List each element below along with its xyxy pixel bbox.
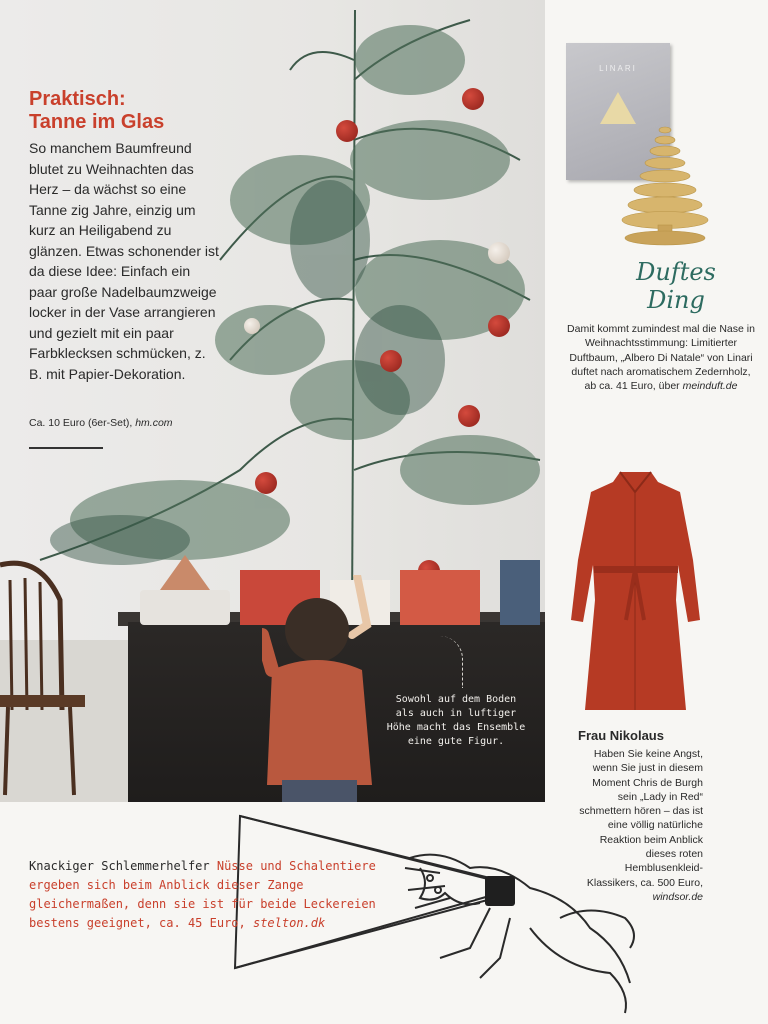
tanne-shop-link[interactable]: hm.com: [135, 417, 173, 429]
photo-caption: Sowohl auf dem Boden als auch in luftiger Höhe macht das Ensemble eine gute Figur.: [386, 694, 526, 747]
red-paper-ornament: [380, 350, 402, 372]
section-divider: [29, 447, 103, 449]
duftes-headline-line1: Duftes: [636, 258, 716, 286]
tanne-headline-line2: Tanne im Glas: [29, 111, 165, 133]
red-paper-ornament: [488, 315, 510, 337]
duftes-body: Damit kommt zumindest mal die Nase in Weihnachtsstimmung: Limitierter Duftbaum, „Albero Di Natale“ von Linari duftet nach aromatischem Zedernholz, ab ca. 41 Euro, über: [567, 323, 755, 393]
tanne-headline-line1: Praktisch:: [29, 88, 126, 110]
duftes-shop-link[interactable]: meinduft.de: [682, 380, 738, 393]
knack-text: [29, 857, 379, 933]
wooden-scent-tree: [618, 120, 713, 250]
red-shirt-dress: [568, 470, 703, 715]
tanne-headline: [29, 88, 164, 134]
knack-body: Nüsse und Schalentiere ergeben sich beim Anblick dieser Zange gleichermaßen, denn sie ist für beide Leckereien bestens geeignet, ca. 45 Euro,: [29, 859, 376, 930]
knack-shop-link[interactable]: stelton.dk: [252, 916, 326, 930]
duftes-headline-line2: Ding: [647, 286, 705, 314]
white-paper-ornament: [488, 242, 510, 264]
white-paper-ornament: [244, 318, 260, 334]
red-paper-ornament: [255, 472, 277, 494]
red-paper-ornament: [462, 88, 484, 110]
red-paper-ornament: [458, 405, 480, 427]
frau-body: Haben Sie keine Angst, wenn Sie just in diesem Moment Chris de Burgh sein „Lady in Red“ schmettern hören – das ist eine völlig natürliche Reaktion beim Anblick dieses roten Hemblusenkleid-Klassikers, ca. 500 Euro,: [579, 748, 703, 889]
box-brand-label: LINARI: [599, 64, 637, 73]
duftes-body-text: [566, 322, 756, 393]
red-paper-ornament: [336, 120, 358, 142]
frau-shop-link[interactable]: windsor.de: [652, 890, 703, 903]
duftes-headline: [596, 258, 756, 314]
frau-headline: Frau Nikolaus: [578, 728, 664, 743]
tanne-body-text: So manchem Baumfreund blutet zu Weihnachten das Herz – da wächst so eine Tanne zig Jahre, einzig um kurz an Heiligabend zu glänzen. Etwas schonender ist da diese Idee: Einfach ein paar große Nadelbaumzweige locker in der Vase arrangieren und gezielt mit ein paar Farbklecksen schmücken, z. B. mit Papier-Dekoration.: [29, 140, 219, 382]
child-reaching: [262, 575, 382, 802]
tanne-price-text: Ca. 10 Euro (6er-Set),: [29, 417, 133, 429]
knack-lead: Knackiger Schlemmerhelfer: [29, 859, 210, 873]
tanne-price: [29, 417, 173, 429]
